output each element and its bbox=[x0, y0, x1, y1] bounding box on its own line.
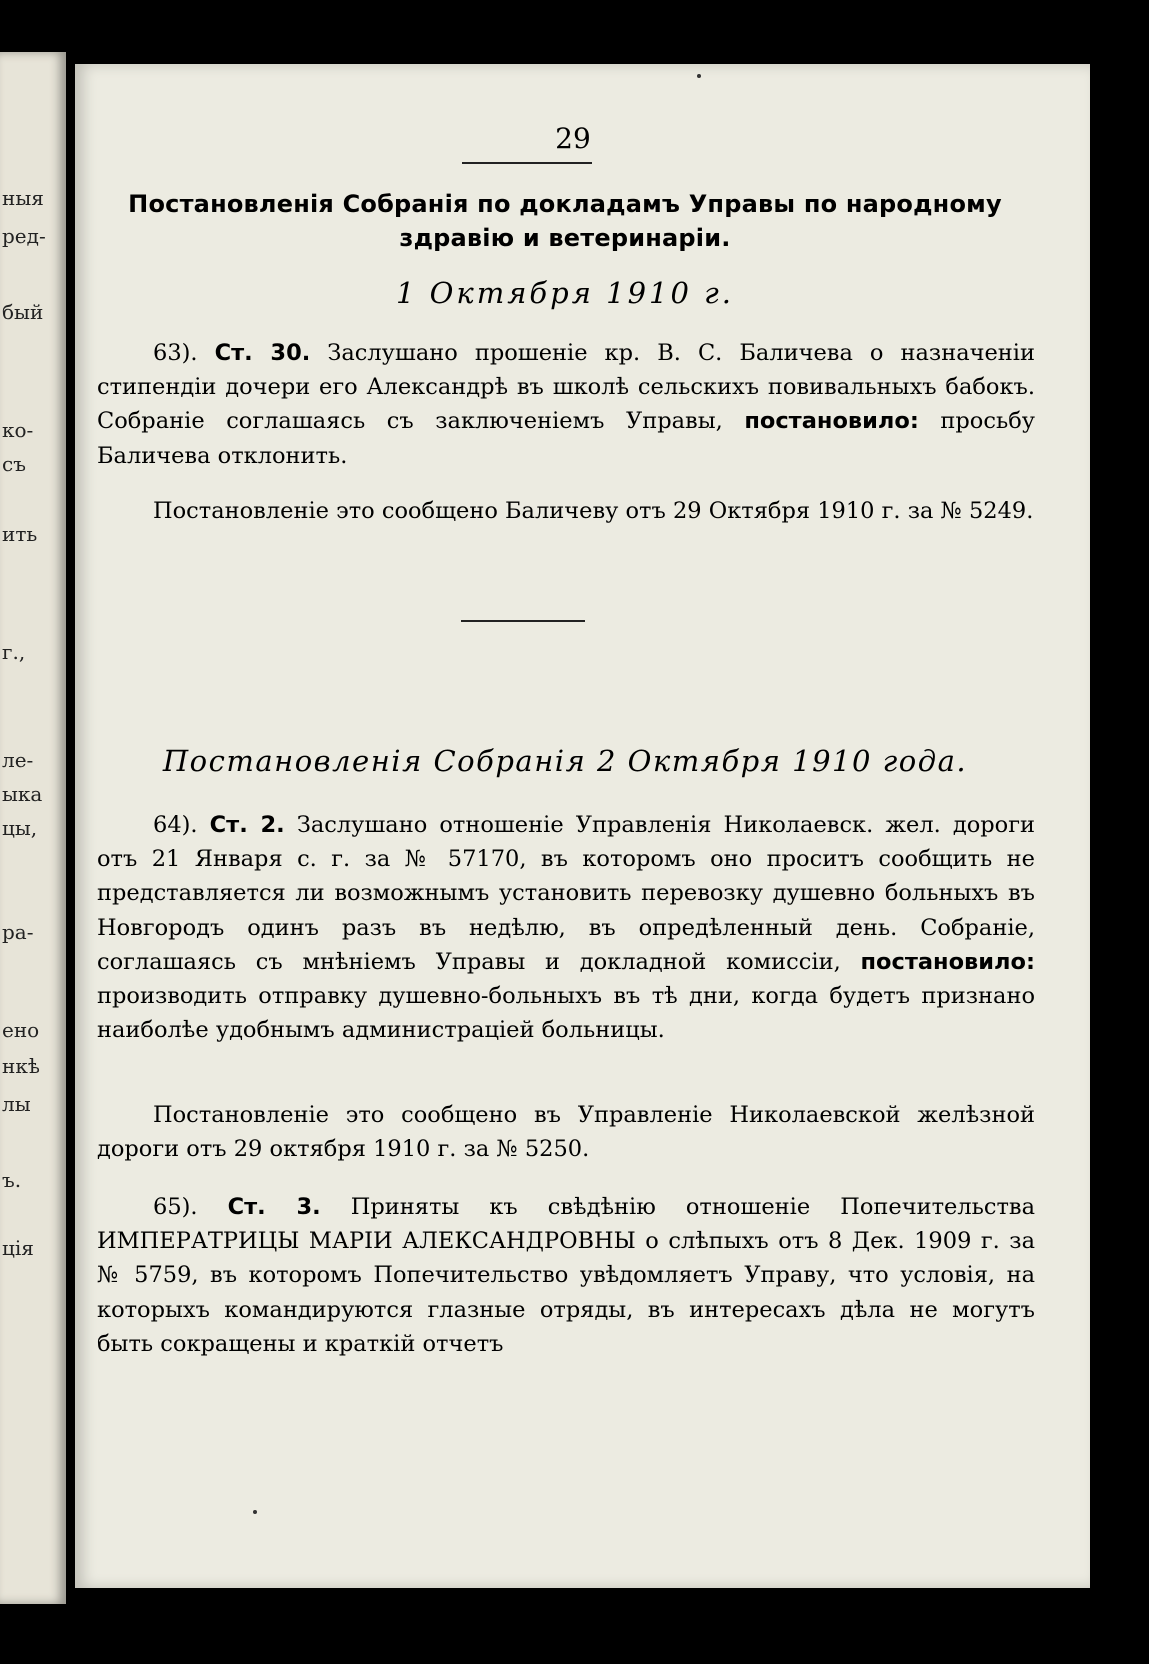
decision-keyword: постановило: bbox=[860, 948, 1035, 975]
section-title-oct2: Постановленія Собранія 2 Октября 1910 года. bbox=[162, 744, 968, 778]
left-fragment: ено bbox=[2, 1018, 40, 1042]
note-63: Постановленіе это сообщено Баличеву отъ 29 Октября 1910 г. за № 5249. bbox=[153, 498, 1034, 524]
left-page-edge bbox=[0, 52, 66, 1604]
left-fragment: ко- bbox=[2, 418, 34, 442]
left-fragment: цы, bbox=[2, 816, 38, 840]
left-fragment: нкѣ bbox=[2, 1054, 40, 1078]
left-fragment: ныя bbox=[2, 186, 44, 210]
note-64: Постановленіе это сообщено въ Управленіе Николаевской желѣзной дороги отъ 29 октября 1910 г. за № 5250. bbox=[97, 1102, 1035, 1163]
speck bbox=[253, 1510, 257, 1514]
section-heading-line1: Постановленія Собранія по докладамъ Управы по народному bbox=[128, 190, 1002, 218]
article-ref: Ст. 3. bbox=[227, 1194, 321, 1220]
left-fragment: ція bbox=[2, 1236, 34, 1260]
item-text: Приняты къ свѣдѣнію отношеніе Попечительства ИМПЕРАТРИЦЫ МАРІИ АЛЕКСАНДРОВНЫ о слѣпыхъ отъ 8 Дек. 1909 г. за № 5759, въ которомъ Попечительство увѣдомляетъ Управу, что условія, на которыхъ командируются глазные отряды, въ интересахъ дѣла не могутъ быть сокращены и краткій отчетъ bbox=[97, 1194, 1035, 1357]
left-fragment: ра- bbox=[2, 920, 34, 944]
left-fragment: г., bbox=[2, 640, 26, 664]
page-number-rule bbox=[462, 162, 592, 164]
item-tail: просьбу Баличева отклонить. bbox=[97, 408, 1035, 469]
left-fragment: съ bbox=[2, 452, 26, 476]
left-fragment: ъ. bbox=[2, 1168, 22, 1192]
item-text: Заслушано прошеніе кр. В. С. Баличева о назначеніи стипендіи дочери его Александрѣ въ школѣ сельскихъ повивальныхъ бабокъ. Собраніе соглашаясь съ заключеніемъ Управы, bbox=[97, 340, 1035, 435]
item-tail: производить отправку душевно-больныхъ въ тѣ дни, когда будетъ признано наиболѣе удобнымъ администраціей больницы. bbox=[97, 983, 1035, 1044]
item-number: 64). bbox=[153, 812, 198, 838]
left-fragment: бый bbox=[2, 300, 44, 324]
paragraph-65 bbox=[97, 1190, 1035, 1361]
page-number: 29 bbox=[555, 122, 591, 155]
left-fragment: лы bbox=[2, 1092, 31, 1116]
left-fragment: ле- bbox=[2, 748, 34, 772]
item-number: 63). bbox=[153, 340, 198, 366]
item-number: 65). bbox=[153, 1194, 198, 1220]
left-fragment: ыка bbox=[2, 782, 43, 806]
section-heading-line2: здравію и ветеринаріи. bbox=[399, 224, 731, 252]
article-ref: Ст. 2. bbox=[209, 812, 285, 838]
left-fragment: ить bbox=[2, 522, 38, 546]
paragraph-64 bbox=[97, 808, 1035, 1047]
article-ref: Ст. 30. bbox=[214, 340, 311, 366]
paragraph-63 bbox=[97, 336, 1035, 473]
item-text: Заслушано отношеніе Управленія Николаевск. жел. дороги отъ 21 Января с. г. за № 57170, въ которомъ оно проситъ сообщить не представляется ли возможнымъ установить перевозку душевно больныхъ въ Новгородъ одинъ разъ въ недѣлю, въ опредѣленный день. Собраніе, соглашаясь съ мнѣніемъ Управы и докладной комиссіи, bbox=[97, 812, 1036, 975]
document-page bbox=[75, 64, 1090, 1588]
meeting-date: 1 Октября 1910 г. bbox=[395, 276, 735, 310]
decision-keyword: постановило: bbox=[744, 408, 919, 435]
left-fragment: ред- bbox=[2, 224, 46, 248]
speck bbox=[697, 74, 701, 78]
section-divider bbox=[461, 620, 585, 622]
